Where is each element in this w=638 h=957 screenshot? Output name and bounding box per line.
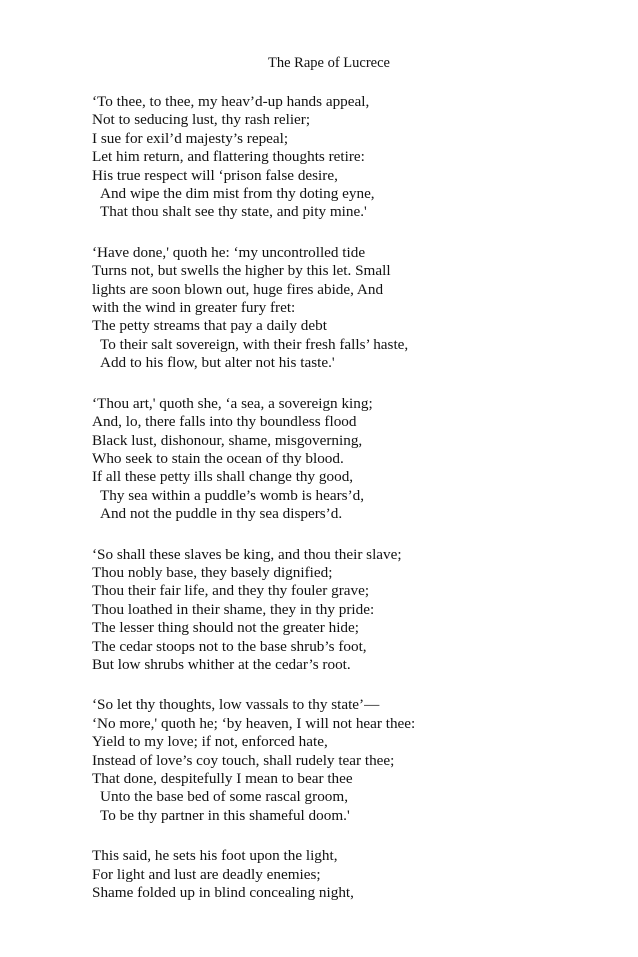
stanza <box>92 696 612 825</box>
poem-line: And not the puddle in thy sea dispers’d. <box>100 505 343 523</box>
poem-line: To their salt sovereign, with their fresh falls’ haste, <box>100 335 409 353</box>
poem-line: The lesser thing should not the greater hide; <box>92 619 359 637</box>
poem-line: Add to his flow, but alter not his taste.' <box>100 354 335 372</box>
stanza <box>92 93 612 222</box>
poem-line: Let him return, and flattering thoughts retire: <box>92 148 365 166</box>
poem-line: Who seek to stain the ocean of thy blood. <box>92 449 344 467</box>
document-title: The Rape of Lucrece <box>268 55 390 71</box>
poem-line: Thou nobly base, they basely dignified; <box>92 563 333 581</box>
poem-line: Thou loathed in their shame, they in thy pride: <box>92 600 375 618</box>
poem-line: His true respect will ‘prison false desire, <box>92 166 338 184</box>
poem-line: ‘So let thy thoughts, low vassals to thy state’— <box>92 696 380 714</box>
poem-line: ‘So shall these slaves be king, and thou their slave; <box>92 545 402 563</box>
poem-line: Instead of love’s coy touch, shall rudely tear thee; <box>92 751 395 769</box>
poem-line: The petty streams that pay a daily debt <box>92 317 327 335</box>
stanza <box>92 395 612 524</box>
poem-line: If all these petty ills shall change thy good, <box>92 468 354 486</box>
poem-line: Not to seducing lust, thy rash relier; <box>92 111 311 129</box>
poem-line: Thou their fair life, and they thy fouler grave; <box>92 582 370 600</box>
poem-line: ‘Have done,' quoth he: ‘my uncontrolled tide <box>92 243 366 261</box>
poem-line: Thy sea within a puddle’s womb is hears’d, <box>100 486 365 504</box>
poem-line: But low shrubs whither at the cedar’s root. <box>92 655 351 673</box>
poem-line: And wipe the dim mist from thy doting eyne, <box>100 185 375 203</box>
poem-line: Yield to my love; if not, enforced hate, <box>92 733 328 751</box>
poem-line: Black lust, dishonour, shame, misgoverning, <box>92 431 363 449</box>
poem-line: To be thy partner in this shameful doom.' <box>100 806 350 824</box>
poem-line: Shame folded up in blind concealing night, <box>92 884 354 902</box>
poem-line: This said, he sets his foot upon the light, <box>92 847 338 865</box>
stanza <box>92 847 612 902</box>
poem-line: Turns not, but swells the higher by this let. Small <box>92 262 391 280</box>
poem-line: That done, despitefully I mean to bear thee <box>92 770 353 787</box>
poem-line: ‘No more,' quoth he; ‘by heaven, I will not hear thee: <box>92 714 416 732</box>
stanza <box>92 546 612 675</box>
poem-line: And, lo, there falls into thy boundless flood <box>92 413 357 431</box>
poem-line: Unto the base bed of some rascal groom, <box>100 788 348 806</box>
poem-line: ‘Thou art,' quoth she, ‘a sea, a sovereign king; <box>92 394 373 412</box>
poem-line: lights are soon blown out, huge fires abide, And <box>92 280 384 298</box>
stanza <box>92 244 612 373</box>
poem-line: I sue for exil’d majesty’s repeal; <box>92 129 289 147</box>
poem-line: with the wind in greater fury fret: <box>92 299 296 317</box>
poem-line: The cedar stoops not to the base shrub’s foot, <box>92 637 367 655</box>
poem-line: ‘To thee, to thee, my heav’d-up hands appeal, <box>92 93 370 110</box>
poem-body <box>92 93 612 924</box>
poem-line: For light and lust are deadly enemies; <box>92 865 321 883</box>
poem-line: That thou shalt see thy state, and pity mine.' <box>100 203 367 221</box>
